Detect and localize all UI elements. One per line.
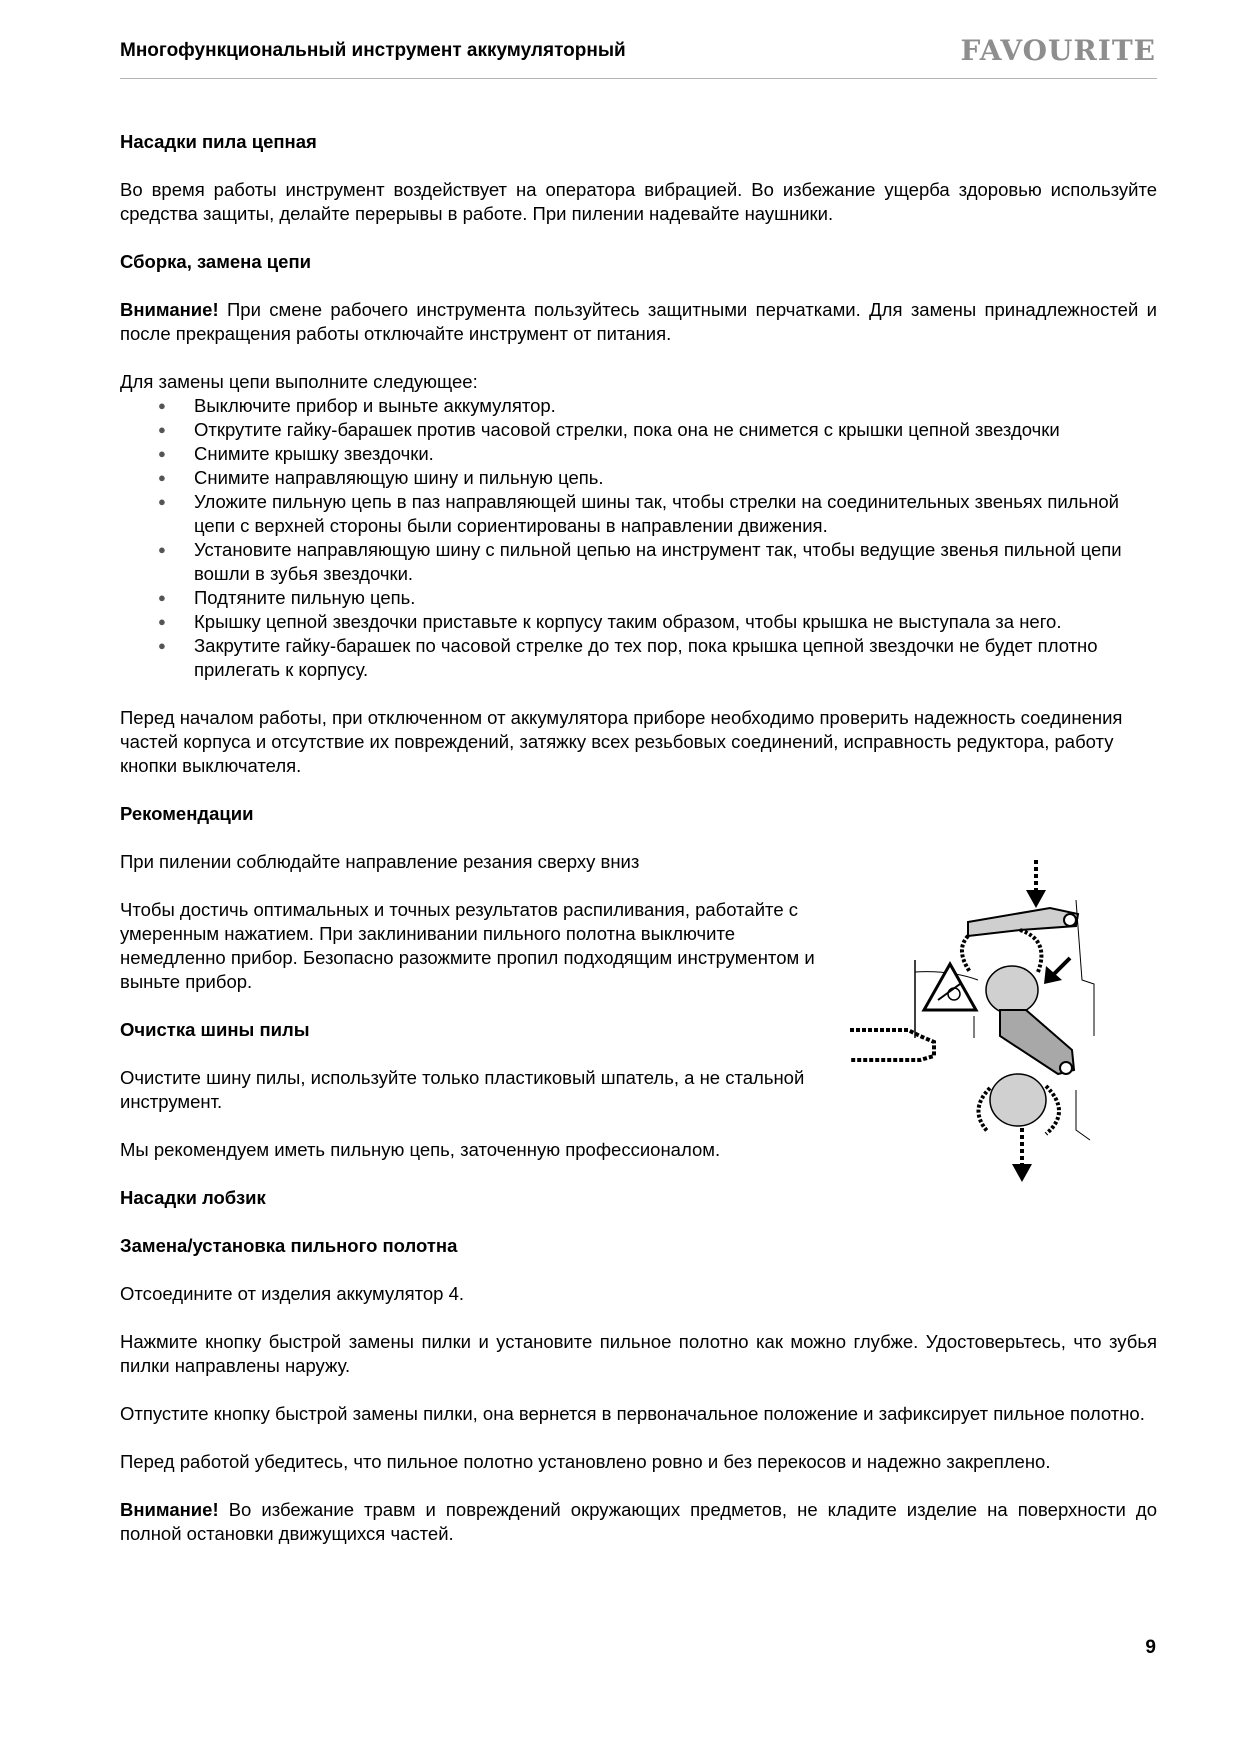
- step-text: Выключите прибор и выньте аккумулятор.: [194, 395, 556, 416]
- warning-label: Внимание!: [120, 1499, 219, 1520]
- list-item: [120, 442, 1157, 466]
- bullet-dot-icon: ●: [158, 398, 166, 413]
- arrow-down-icon: [1026, 860, 1046, 908]
- guide-bar-upper-icon: [962, 908, 1078, 972]
- assembly-warning: [120, 298, 1157, 346]
- bullet-dot-icon: ●: [158, 446, 166, 461]
- bullet-dot-icon: ●: [158, 494, 166, 509]
- list-item: [120, 466, 1157, 490]
- section-heading-assembly: Сборка, замена цепи: [120, 251, 311, 272]
- guide-bar-lower-icon: [1000, 1010, 1074, 1074]
- section-heading-chainsaw: Насадки пила цепная: [120, 131, 317, 152]
- header-title: Многофункциональный инструмент аккумуляторный: [120, 40, 626, 61]
- list-item: [120, 394, 1157, 418]
- vibration-paragraph: Во время работы инструмент воздействует на оператора вибрацией. Во избежание ущерба здоровью используйте средства защиты, делайте перерывы в работе. При пилении надевайте наушники.: [120, 179, 1157, 224]
- section-heading-jigsaw: Насадки лобзик: [120, 1187, 266, 1208]
- jigsaw-step-release: Отпустите кнопку быстрой замены пилки, она вернется в первоначальное положение и зафиксирует пильное полотно.: [120, 1403, 1145, 1424]
- arrow-down-icon: [1012, 1128, 1032, 1182]
- warning-text: При смене рабочего инструмента пользуйтесь защитными перчатками. Для замены принадлежностей и после прекращения работы отключайте инструмент от питания.: [120, 299, 1157, 344]
- step-text: Крышку цепной звездочки приставьте к корпусу таким образом, чтобы крышка не выступала за него.: [194, 611, 1062, 632]
- list-item: [120, 610, 1157, 634]
- jigsaw-warning: [120, 1498, 1157, 1546]
- cleaning-paragraph: Очистите шину пилы, используйте только пластиковый шпатель, а не стальной инструмент.: [120, 1067, 805, 1112]
- step-text: Подтяните пильную цепь.: [194, 587, 416, 608]
- steps-list: [120, 394, 1157, 682]
- chainsaw-cutting-illustration-icon: [850, 860, 1120, 1190]
- brand-logo: FAVOURITE: [960, 34, 1156, 67]
- step-text: Уложите пильную цепь в паз направляющей шины так, чтобы стрелки на соединительных звеньях пильной цепи с верхней стороны были сориентированы в направлении движения.: [194, 491, 1119, 536]
- page-content: [120, 130, 1157, 1570]
- subheading-blade-replacement: Замена/установка пильного полотна: [120, 1235, 458, 1256]
- step-text: Установите направляющую шину с пильной цепью на инструмент так, чтобы ведущие звенья пильной цепи вошли в зубья звездочки.: [194, 539, 1122, 584]
- jigsaw-step-check: Перед работой убедитесь, что пильное полотно установлено ровно и без перекосов и надежно закреплено.: [120, 1451, 1051, 1472]
- bullet-dot-icon: ●: [158, 422, 166, 437]
- section-heading-cleaning: Очистка шины пилы: [120, 1019, 310, 1040]
- recommendation-direction: При пилении соблюдайте направление резания сверху вниз: [120, 851, 640, 872]
- recommendation-pressure: Чтобы достичь оптимальных и точных результатов распиливания, работайте с умеренным нажатием. При заклинивании пильного полотна выключите немедленно прибор. Безопасно разожмите пропил подходящим инструментом и выньте прибор.: [120, 899, 815, 992]
- bullet-dot-icon: ●: [158, 590, 166, 605]
- arrow-diagonal-icon: [1044, 958, 1070, 984]
- page-number: 9: [1145, 1637, 1156, 1658]
- bullet-dot-icon: ●: [158, 638, 166, 653]
- step-text: Снимите направляющую шину и пильную цепь.: [194, 467, 604, 488]
- list-item: [120, 418, 1157, 442]
- bullet-dot-icon: ●: [158, 470, 166, 485]
- warning-label: Внимание!: [120, 299, 219, 320]
- step-text: Снимите крышку звездочки.: [194, 443, 434, 464]
- sharpening-paragraph: Мы рекомендуем иметь пильную цепь, заточенную профессионалом.: [120, 1139, 721, 1160]
- list-item: [120, 538, 1157, 586]
- step-text: Закрутите гайку-барашек по часовой стрелке до тех пор, пока крышка цепной звездочки не будет плотно прилегать к корпусу.: [194, 635, 1098, 680]
- list-item: [120, 490, 1157, 538]
- warning-text: Во избежание травм и повреждений окружающих предметов, не кладите изделие на поверхности до полной остановки движущихся частей.: [120, 1499, 1157, 1544]
- bullet-dot-icon: ●: [158, 614, 166, 629]
- pre-work-check-paragraph: Перед началом работы, при отключенном от аккумулятора приборе необходимо проверить надежность соединения частей корпуса и отсутствие их повреждений, затяжку всех резьбовых соединений, исправность редуктора, работу кнопки выключателя.: [120, 707, 1123, 776]
- steps-intro: Для замены цепи выполните следующее:: [120, 371, 478, 392]
- header-divider: [120, 78, 1157, 79]
- jigsaw-step-insert: Нажмите кнопку быстрой замены пилки и установите пильное полотно как можно глубже. Удостоверьтесь, что зубья пилки направлены наружу.: [120, 1331, 1157, 1376]
- bullet-dot-icon: ●: [158, 542, 166, 557]
- list-item: [120, 634, 1157, 682]
- jigsaw-step-battery: Отсоедините от изделия аккумулятор 4.: [120, 1283, 465, 1304]
- list-item: [120, 586, 1157, 610]
- step-text: Открутите гайку-барашек против часовой стрелки, пока она не снимется с крышки цепной звездочки: [194, 419, 1060, 440]
- section-heading-recommendations: Рекомендации: [120, 803, 254, 824]
